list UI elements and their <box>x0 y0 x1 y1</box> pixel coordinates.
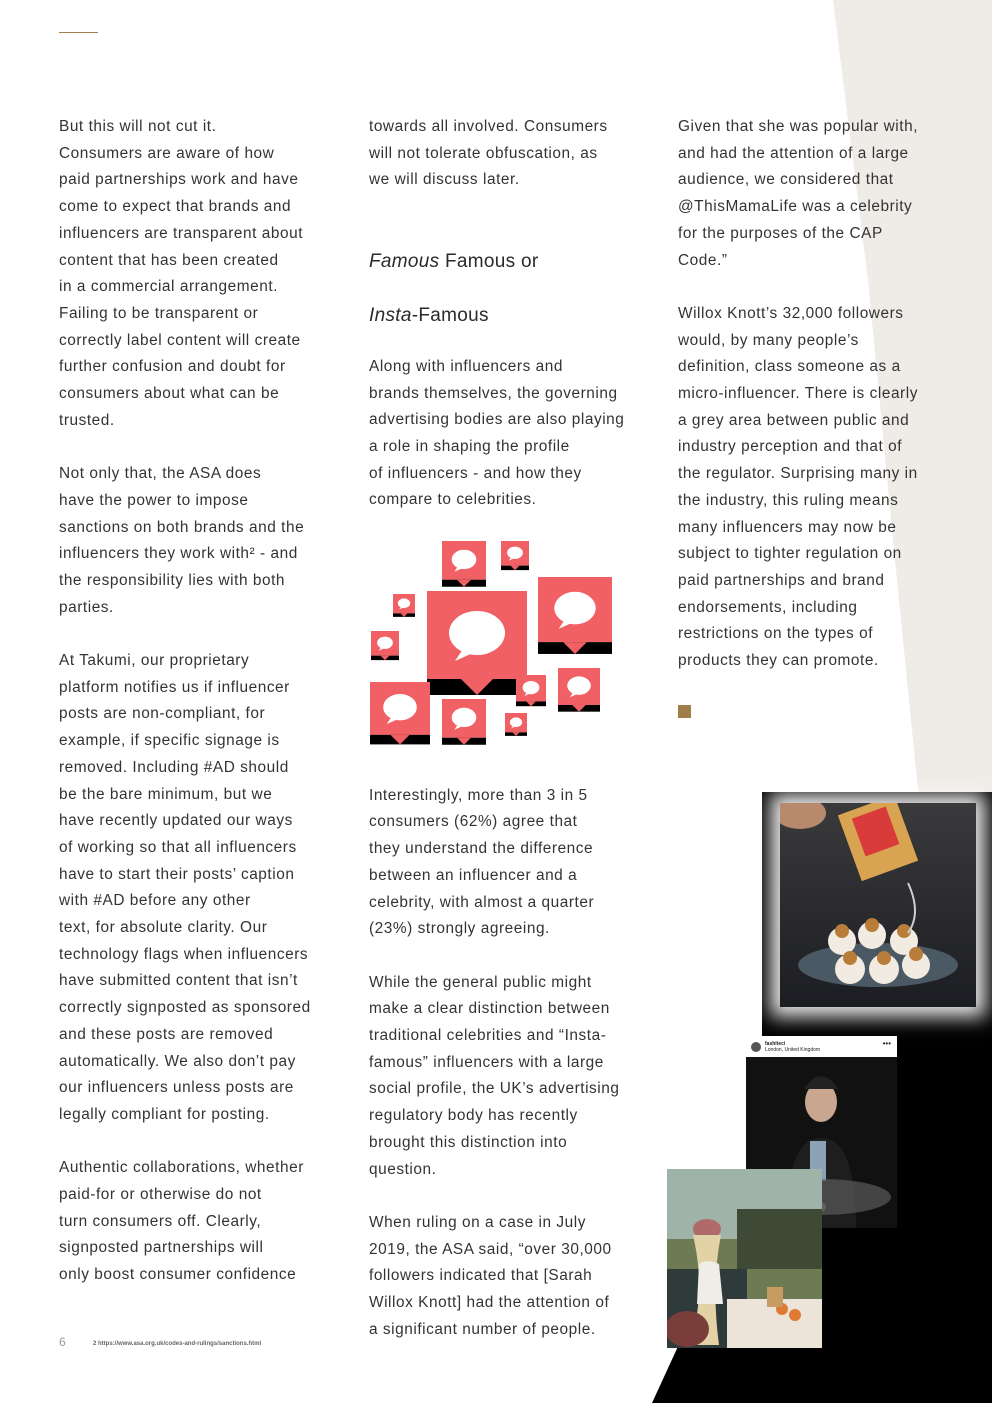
instagram-post-header <box>746 1036 897 1057</box>
paragraph: But this will not cut it. Consumers are aware of how paid partnerships work and have come to expect that brands and influencers are transparent about content that has been created in a commercial arrangement. Failing to be transparent or correctly label content will create further confusion and doubt for consumers about what can be trusted. <box>59 118 304 429</box>
comment-bubble-icon <box>558 668 600 716</box>
comment-bubble-icon <box>393 594 415 619</box>
comment-bubble-icon <box>501 541 529 573</box>
heading-text: Famous or <box>439 250 539 272</box>
paragraph: At Takumi, our proprietary platform notifies us if influencer posts are non-compliant, for example, if specific signage is removed. Including #AD should be the bare minimum, but we have recently updated our ways of working so that all influencers have to start their posts’ caption with #AD before any other text, for absolute clarity. Our technology flags when influencers have submitted content that isn’t correctly signposted as sponsored and these posts are removed automatically. We also don’t pay our influencers unless posts are legally compliant for posting. <box>59 652 311 1123</box>
heading-text: -Famous <box>411 304 489 326</box>
paragraph: Authentic collaborations, whether paid-for or otherwise do not turn consumers off. Clearly, signposted partnerships will only boost consumer confidence <box>59 1159 304 1284</box>
avatar <box>751 1042 761 1052</box>
picnic-photo <box>667 1169 822 1348</box>
page-number: 6 <box>59 1335 66 1349</box>
instagram-location: London, United Kingdom <box>765 1046 821 1053</box>
comment-bubble-icon <box>427 591 527 706</box>
column-1 <box>59 114 329 1316</box>
comment-bubble-icon <box>371 631 399 663</box>
heading-italic: Insta <box>369 304 412 326</box>
paragraph: Willox Knott’s 32,000 followers would, by many people’s definition, class someone as a micro-influencer. There is clearly a grey area between public and industry perception and that of the regulator. Surprising many in the industry, this ruling means many influencers may now be subject to tighter regulation on paid partnerships and brand endorsements, including restrictions on the types of products they can promote. <box>678 304 918 670</box>
comment-bubble-icon <box>442 699 486 750</box>
instagram-username: fashiteci <box>765 1040 786 1047</box>
column-2 <box>369 114 639 1370</box>
comment-bubble-icon <box>516 675 546 710</box>
paragraph: Given that she was popular with, and had the attention of a large audience, we considered that @ThisMamaLife was a celebrity for the purposes of the CAP Code.” <box>678 118 919 269</box>
paragraph: Along with influencers and brands themselves, the governing advertising bodies are also playing a role in shaping the profile of influencers - and how they compare to celebrities. <box>369 357 625 509</box>
comment-bubble-icon <box>538 577 612 662</box>
section-heading <box>369 221 639 329</box>
end-square-icon <box>678 705 691 718</box>
comment-bubbles-illustration <box>369 541 629 753</box>
comment-bubble-icon <box>505 713 527 738</box>
comment-bubble-icon <box>370 682 430 751</box>
heading-italic: Famous <box>369 250 440 272</box>
comment-bubble-icon <box>442 541 486 592</box>
popcorn-photo <box>780 803 976 1007</box>
paragraph: Interestingly, more than 3 in 5 consumers (62%) agree that they understand the difference between an influencer and a celebrity, with almost a quarter (23%) strongly agreeing. <box>369 786 595 938</box>
paragraph: towards all involved. Consumers will not tolerate obfuscation, as we will discuss later. <box>369 118 608 189</box>
paragraph: Not only that, the ASA does have the power to impose sanctions on both brands and the influencers they work with² - and the responsibility lies with both parties. <box>59 465 305 616</box>
paragraph: When ruling on a case in July 2019, the ASA said, “over 30,000 followers indicated that [Sarah Willox Knott] had the attention of a significant number of people. <box>369 1213 612 1338</box>
footnote-link[interactable]: 2 https://www.asa.org.uk/codes-and-rulings/sanctions.html <box>93 1341 262 1347</box>
top-accent-rule <box>59 32 98 33</box>
column-3 <box>678 114 948 718</box>
paragraph: While the general public might make a clear distinction between traditional celebrities and “Insta- famous” influencers with a large social profile, the UK’s advertising regulatory body has recently brought this distinction into question. <box>369 973 620 1178</box>
more-options-icon: ••• <box>882 1039 891 1048</box>
